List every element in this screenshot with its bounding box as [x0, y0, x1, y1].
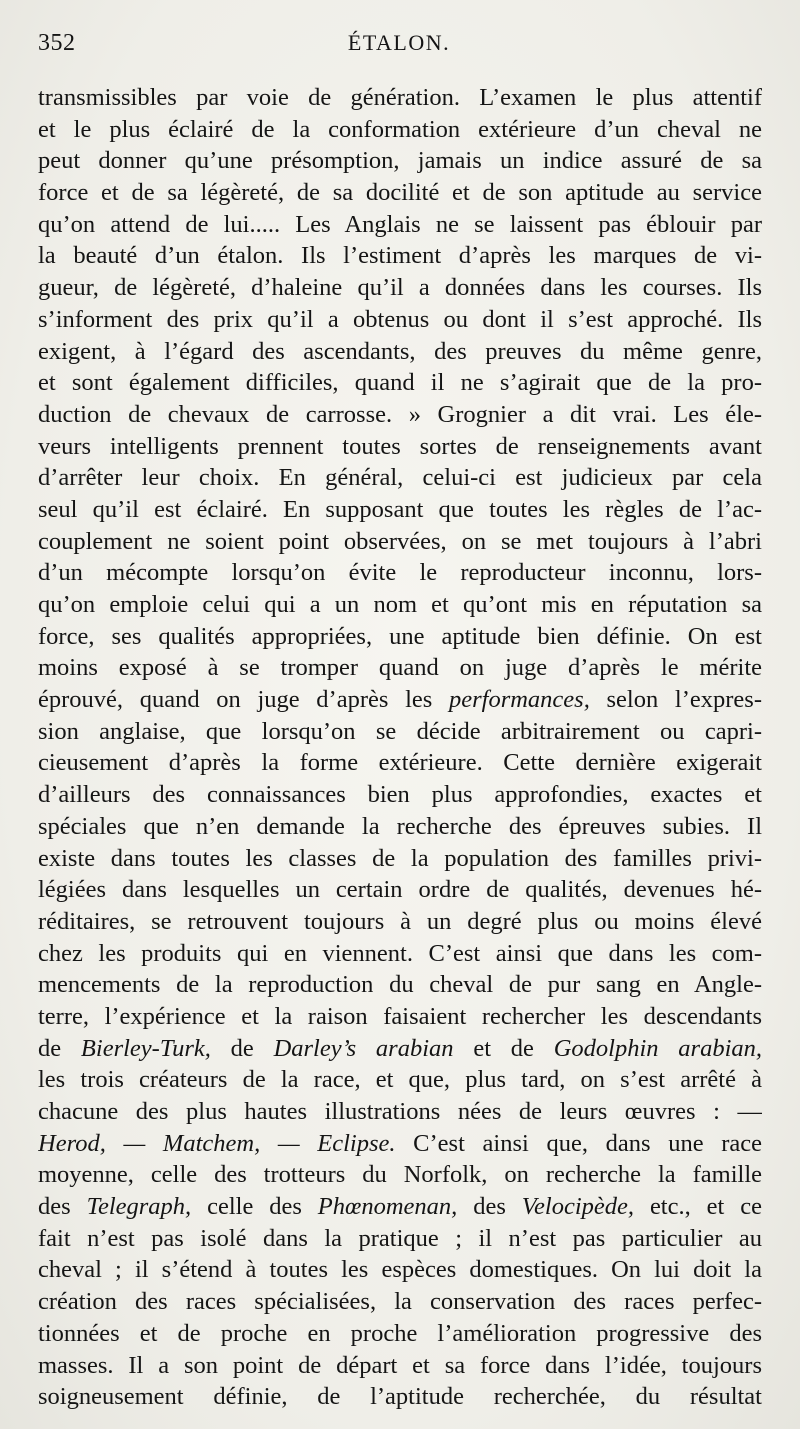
text-line: [38, 209, 762, 241]
text-segment: gueur, de légèreté, d’haleine qu’il a données dans les courses. Ils: [38, 274, 762, 302]
italic-segment: Telegraph,: [86, 1193, 192, 1221]
text-segment: la beauté d’un étalon. Ils l’estiment d’après les marques de vi-: [38, 242, 762, 270]
text-line: [38, 938, 762, 970]
text-segment: légiées dans lesquelles un certain ordre de qualités, devenues hé-: [38, 876, 762, 904]
text-segment: peut donner qu’une présomption, jamais un indice assuré de sa: [38, 147, 762, 175]
text-line: [38, 589, 762, 621]
text-segment: s’informent des prix qu’il a obtenus ou dont il s’est approché. Ils: [38, 305, 762, 333]
text-line: [38, 621, 762, 653]
running-head: ÉTALON.: [347, 30, 451, 55]
text-segment: chez les produits qui en viennent. C’est ainsi que dans les com-: [38, 939, 762, 967]
text-line: [38, 1064, 762, 1096]
text-line: [38, 240, 762, 272]
text-line: [38, 145, 762, 177]
text-line: [38, 1381, 762, 1413]
text-segment: couplement ne soient point observées, on se met toujours à l’abri: [38, 527, 762, 555]
text-segment: création des races spécialisées, la conservation des races perfec-: [38, 1288, 762, 1316]
text-line: [38, 114, 762, 146]
page-header: [38, 30, 760, 66]
text-segment: soigneusement définie, de l’aptitude recherchée, du résultat: [38, 1383, 762, 1411]
text-segment: force, ses qualités appropriées, une aptitude bien définie. On est: [38, 622, 762, 650]
text-line: [38, 399, 762, 431]
text-segment: de: [210, 1034, 274, 1062]
text-line: [38, 1128, 762, 1160]
text-segment: tionnées et de proche en proche l’amélioration progressive des: [38, 1319, 762, 1347]
text-line: [38, 684, 762, 716]
text-line: [38, 336, 762, 368]
text-line: [38, 1096, 762, 1128]
page-number: 352: [38, 30, 76, 56]
text-line: [38, 526, 762, 558]
text-segment: selon l’expres-: [589, 686, 762, 714]
italic-segment: Phœnomenan,: [317, 1193, 458, 1221]
text-segment: les trois créateurs de la race, et que, plus tard, on s’est arrêté à: [38, 1066, 762, 1094]
text-segment: d’un mécompte lorsqu’on évite le reproducteur inconnu, lors-: [38, 559, 762, 587]
italic-segment: Herod, — Matchem, — Eclipse.: [38, 1129, 396, 1157]
italic-segment: Velocipède,: [521, 1193, 635, 1221]
text-line: [38, 843, 762, 875]
italic-segment: performances,: [448, 686, 590, 714]
text-segment: qu’on attend de lui..... Les Anglais ne se laissent pas éblouir par: [38, 210, 762, 238]
text-segment: réditaires, se retrouvent toujours à un degré plus ou moins élevé: [38, 907, 762, 935]
text-line: [38, 494, 762, 526]
body-text: [38, 82, 762, 1413]
text-segment: cheval ; il s’étend à toutes les espèces domestiques. On lui doit la: [38, 1256, 762, 1284]
text-segment: transmissibles par voie de génération. L’examen le plus attentif: [38, 84, 762, 111]
text-line: [38, 557, 762, 589]
text-line: [38, 747, 762, 779]
italic-segment: Bierley-Turk,: [80, 1034, 211, 1062]
text-line: [38, 652, 762, 684]
text-line: [38, 462, 762, 494]
text-segment: duction de chevaux de carrosse. » Grognier a dit vrai. Les éle-: [38, 400, 762, 428]
text-line: [38, 1001, 762, 1033]
text-segment: veurs intelligents prennent toutes sortes de renseignements avant: [38, 432, 762, 460]
text-line: [38, 779, 762, 811]
text-segment: exigent, à l’égard des ascendants, des preuves du même genre,: [38, 337, 762, 365]
text-segment: qu’on emploie celui qui a un nom et qu’ont mis en réputation sa: [38, 591, 762, 618]
text-segment: existe dans toutes les classes de la population des familles privi-: [38, 844, 762, 872]
text-line: [38, 304, 762, 336]
text-segment: masses. Il a son point de départ et sa force dans l’idée, toujours: [38, 1351, 762, 1379]
text-line: [38, 969, 762, 1001]
italic-segment: Darley’s arabian: [273, 1034, 454, 1062]
text-segment: cieusement d’après la forme extérieure. Cette dernière exigerait: [38, 749, 762, 777]
text-line: [38, 716, 762, 748]
text-line: [38, 82, 762, 114]
text-line: [38, 906, 762, 938]
text-line: [38, 1223, 762, 1255]
text-segment: mencements de la reproduction du cheval de pur sang en Angle-: [38, 971, 762, 999]
text-segment: éprouvé, quand on juge d’après les: [38, 686, 449, 714]
text-segment: et sont également difficiles, quand il ne s’agirait que de la pro-: [38, 369, 762, 397]
text-line: [38, 272, 762, 304]
italic-segment: Godolphin arabian,: [553, 1034, 762, 1062]
text-segment: chacune des plus hautes illustrations nées de leurs œuvres : —: [38, 1098, 762, 1125]
text-segment: force et de sa légèreté, de sa docilité et de son aptitude au service: [38, 179, 762, 207]
text-segment: d’ailleurs des connaissances bien plus approfondies, exactes et: [38, 781, 762, 809]
text-segment: seul qu’il est éclairé. En supposant que toutes les règles de l’ac-: [38, 495, 762, 523]
text-segment: spéciales que n’en demande la recherche des épreuves subies. Il: [38, 812, 762, 840]
text-line: [38, 177, 762, 209]
text-segment: et de: [453, 1034, 554, 1062]
text-segment: celle des: [191, 1193, 318, 1221]
text-line: [38, 367, 762, 399]
text-segment: des: [457, 1193, 522, 1221]
text-segment: de: [38, 1034, 81, 1062]
text-segment: terre, l’expérience et la raison faisaient rechercher les descendants: [38, 1002, 762, 1030]
text-line: [38, 811, 762, 843]
text-line: [38, 1350, 762, 1382]
text-segment: et le plus éclairé de la conformation extérieure d’un cheval ne: [38, 115, 762, 143]
text-segment: des: [38, 1193, 87, 1221]
text-segment: moins exposé à se tromper quand on juge d’après le mérite: [38, 654, 762, 682]
text-segment: etc., et ce: [634, 1193, 762, 1221]
text-segment: fait n’est pas isolé dans la pratique ; il n’est pas particulier au: [38, 1224, 762, 1252]
text-line: [38, 1254, 762, 1286]
text-line: [38, 1191, 762, 1223]
text-line: [38, 431, 762, 463]
text-line: [38, 874, 762, 906]
text-segment: moyenne, celle des trotteurs du Norfolk, on recherche la famille: [38, 1161, 762, 1189]
text-line: [38, 1033, 762, 1065]
text-segment: sion anglaise, que lorsqu’on se décide arbitrairement ou capri-: [38, 717, 762, 745]
text-line: [38, 1318, 762, 1350]
text-segment: C’est ainsi que, dans une race: [395, 1129, 762, 1157]
text-line: [38, 1286, 762, 1318]
text-segment: d’arrêter leur choix. En général, celui-ci est judicieux par cela: [38, 464, 762, 492]
text-line: [38, 1159, 762, 1191]
